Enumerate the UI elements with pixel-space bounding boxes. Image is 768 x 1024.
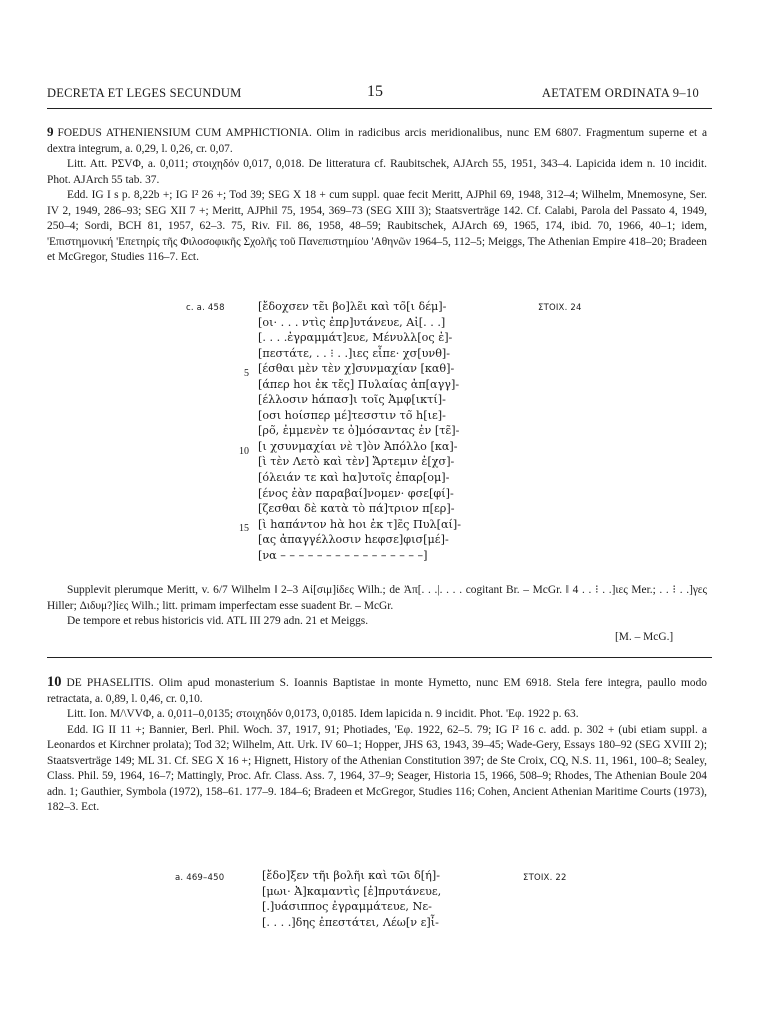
entry9-apparatus: Supplevit plerumque Meritt, v. 6/7 Wilhelm ‖ 2–3 Αἰ[σιμ]ίδες Wilh.; de Ἀπ[. . .|. . . . cogitant Br. – McGr. ‖ 4 . . ⁝ . .]ιες Mer.; . . ⁝ . .]γες Hiller; Διδυμ?]ίες Wilh.; litt. primam imperfectam esse suadent Br. – McGr. — [47, 584, 707, 612]
running-header — [47, 83, 707, 106]
entry9-number: 9 — [47, 124, 54, 139]
header-right-title: AETATEM ORDINATA 9–10 — [541, 86, 699, 100]
inscription-line: [έσθαι μὲν τὲν χ]συνμαχίαν [καθ]- — [258, 362, 455, 376]
entry10-number: 10 — [47, 674, 62, 690]
inscription-line: [ι χσυνμαχίαι νὲ τ]ὸν Ἀπόλλο [κα]- — [258, 439, 458, 453]
entry10-letters-paragraph: Litt. Ion. M/\VVΦ, a. 0,011–0,0135; στοιχηδόν 0,0173, 0,0185. Idem lapicida n. 9 incidit. Phot. 'Εφ. 1922 p. 63. — [67, 708, 579, 721]
inscription-line: [ένος ἐὰν παραβαί]νομεν· φσε[φί]- — [258, 486, 454, 500]
header-left-title: DECRETA ET LEGES SECUNDUM — [47, 86, 242, 100]
header-rule — [47, 108, 712, 109]
entry10-title-paragraph: DE PHASELITIS. Olim apud monasterium S. Ioannis Baptistae in monte Hymetto, nunc EM 6918. Stela fere integra, paullo modo retractata, a. 0,89, l. 0,46, cr. 0,10. — [47, 677, 707, 705]
inscription-line: [έλλοσιν hάπασ]ι τοῖς Ἀμφ[ικτί]- — [258, 393, 446, 407]
page-number: 15 — [367, 83, 383, 100]
inscription-line: [ζεσθαι δὲ κατὰ τὸ πά]τριον π[ερ]- — [258, 502, 455, 516]
inscription-line: [μωι· Ἀ]καμαντὶς [ἐ]πρυτάνευε, — [262, 884, 442, 898]
entry9-date: c. a. 458 — [186, 303, 225, 313]
entry9-stoichedon: ΣΤΟΙΧ. 24 — [538, 303, 582, 313]
inscription-line: [άπερ hοι ἐκ τε̃ς] Πυλαίας ἀπ[αγγ]- — [258, 377, 460, 391]
entry9-inscription-text — [258, 299, 461, 563]
entry9-commentary — [47, 583, 707, 630]
inscription-line: [πεστάτε, . . ⁝ . .]ιες εἶπε· χσ[υνθ]- — [258, 346, 451, 360]
inscription-line: [οι· . . . ντὶς ἐπρ]υτάνευε, Αἰ[. . .] — [258, 315, 446, 329]
entry9-signature: [M. – McG.] — [615, 631, 674, 643]
inscription-line: [να – – – – – – – – – – – – – – – –] — [258, 548, 428, 562]
inscription-line: [οσι hοίσπερ μέ]τεσστιν το̃ h[ιε]- — [258, 408, 446, 422]
entry10-date: a. 469–450 — [175, 873, 225, 883]
inscription-line: [όλειάν τε καὶ hα]υτοῖς ἐπαρ[ομ]- — [258, 471, 450, 485]
entry9-letters-paragraph: Litt. Att. PΣVΦ, a. 0,011; στοιχηδόν 0,017, 0,018. De litteratura cf. Raubitschek, AJArch 55, 1951, 343–4. Lapicida idem n. 10 incidit. Phot. AJArch 55 tab. 37. — [47, 158, 707, 186]
inscription-line: [ὶ τὲν Λετὸ καὶ τὲν] Ἄρτεμιν ἐ[χσ]- — [258, 455, 455, 469]
entry10-editions-paragraph: Edd. IG II 11 +; Bannier, Berl. Phil. Woch. 37, 1917, 91; Photiades, 'Εφ. 1922, 62–5. 79; IG I² 16 c. add. p. 302 + (ubi etiam suppl. a Leonardos et Kirchner prolata); Tod 32; Wilhelm, Att. Urk. IV 60–1; Hopper, JHS 63, 1943, 39–45; Wade-Gery, Essays 180–92 (SEG XVIII 2); Staatsverträge 149; ML 31. Cf. SEG X 16 +; Hignett, History of the Athenian Constitution 397; de Ste Croix, CQ, N.S. 11, 1961, 100–8; Sealey, Class. Phil. 59, 1964, 16–7; Mattingly, Proc. Afr. Class. Ass. 7, 1964, 37–9; Seager, Historia 15, 1966, 508–9; Rhodes, The Athenian Boule 204 adn. 1; Gauthier, Symbola (1972), 158–61. 177–9. 184–6; Bradeen et McGregor, Studies 116; Cohen, Ancient Athenian Maritime Courts (1973), 182–3. Ect. — [47, 723, 707, 814]
entry9-description — [47, 124, 707, 266]
entry10-inscription-text — [262, 868, 441, 930]
entry9-line-number-10: 10 — [239, 446, 249, 457]
entry10-description — [47, 675, 707, 816]
entry9-line-number-5: 5 — [244, 368, 249, 379]
entry9-historical-note: De tempore et rebus historicis vid. ATL III 279 adn. 21 et Meiggs. — [67, 615, 369, 628]
inscription-line: [.]υάσιππος ἐγραμμάτευε, Νε- — [262, 900, 432, 914]
inscription-line: [ας ἀπαγγέλλοσιν hεφσε]φισ[μέ]- — [258, 533, 449, 547]
inscription-line: [ἔδοχσεν τε̃ι βο]λε̃ι καὶ το̃[ι δέμ]- — [258, 300, 447, 313]
inscription-line: [. . . .ἐγραμμάτ]ευε, Μένυλλ[ος ἐ]- — [258, 331, 453, 345]
inscription-line: [ἔδο]ξεν τῆι βολῆι καὶ τῶι δ[ή]- — [262, 869, 440, 882]
inscription-line: [ρο̃, ἐμμενὲν τε ὀ]μόσαντας ἐν [τε̃]- — [258, 424, 460, 438]
entry9-title-paragraph: FOEDUS ATHENIENSIUM CUM AMPHICTIONIA. Olim in radicibus arcis meridionalibus, nunc EM 6807. Fragmentum superne et a dextra integrum, a. 0,29, l. 0,26, cr. 0,07. — [47, 127, 707, 155]
section-rule — [47, 657, 712, 658]
entry10-stoichedon: ΣΤΟΙΧ. 22 — [523, 873, 567, 883]
inscription-line: [ὶ hαπάντον hὰ hοι ἐκ τ]ε̃ς Πυλ[αί]- — [258, 517, 462, 531]
entry9-line-number-15: 15 — [239, 523, 249, 534]
inscription-line: [. . . .]δης ἐπεστάτει, Λέω[ν ε]ἶ- — [262, 915, 439, 929]
entry9-editions-paragraph: Edd. IG I s p. 8,22b +; IG I² 26 +; Tod 39; SEG X 18 + cum suppl. quae fecit Meritt, AJPhil 69, 1948, 312–4; Wilhelm, Mnemosyne, Ser. IV 2, 1949, 286–93; SEG XII 7 +; Meritt, AJPhil 75, 1954, 369–73 (SEG XIII 3); Staatsverträge 142. Cf. Calabi, Parola del Passato 4, 1949, 250–4; Sordi, BCH 81, 1957, 62–3. 75, Riv. Fil. 86, 1958, 48–59; Raubitschek, AJArch 69, 1965, 174, ibid. 70, 1966, 40–1; idem, 'Επιστημονική 'Επετηρίς τῆς Φιλοσοφικῆς Σχολῆς τοῦ Πανεπιστημίου 'Αθηνῶν 1964–5, 112–5; Meiggs, The Athenian Empire 418–20; Bradeen et McGregor, Studies 116–7. Ect. — [47, 189, 707, 264]
